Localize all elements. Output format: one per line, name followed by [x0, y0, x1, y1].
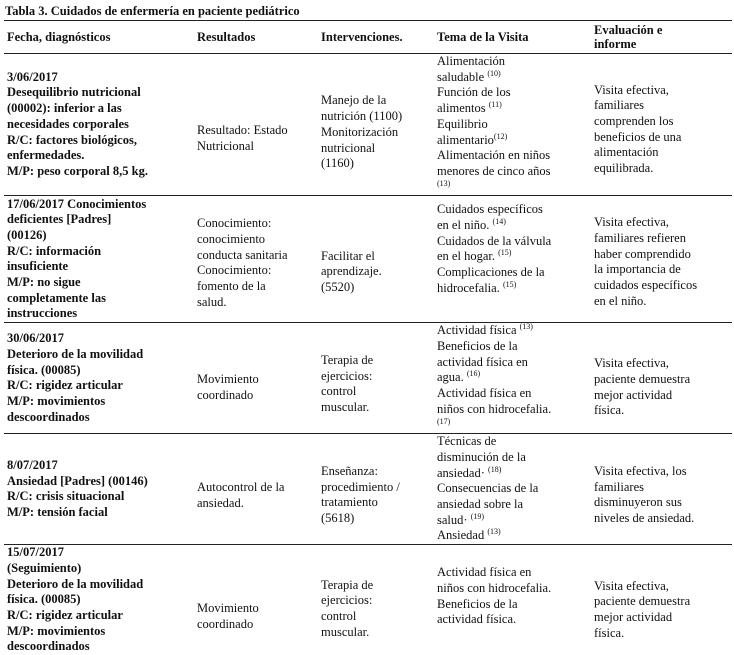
diagnostico-line: Deterioro de la movilidad	[7, 347, 191, 363]
diagnostico-line: 17/06/2017 Conocimientos	[7, 197, 191, 213]
tema-text: en el hogar.	[437, 249, 498, 263]
evaluacion-line: equilibrada.	[594, 161, 729, 177]
intervencion-line: Facilitar el	[321, 249, 431, 265]
tema-text: niños con hidrocefalia.	[437, 581, 551, 595]
reference-superscript: (13)	[437, 179, 450, 188]
cell-resultados	[194, 434, 318, 545]
table-header-row	[4, 21, 732, 54]
tema-line	[437, 101, 588, 117]
tema-text: saludable	[437, 70, 487, 84]
diagnostico-line: (Seguimiento)	[7, 561, 191, 577]
diagnostico-line: física. (00085)	[7, 592, 191, 608]
reference-superscript: (15)	[498, 248, 511, 257]
evaluacion-line: mejor actividad	[594, 388, 729, 404]
reference-superscript: (11)	[489, 100, 502, 109]
table-row	[4, 323, 732, 434]
diagnostico-line: instrucciones	[7, 306, 191, 322]
tema-line	[437, 85, 588, 101]
resultado-line: ansiedad.	[197, 496, 315, 512]
reference-superscript: (19)	[471, 512, 484, 521]
resultado-line: Movimiento	[197, 372, 315, 388]
tema-line	[437, 265, 588, 281]
diagnostico-line: Deterioro de la movilidad	[7, 577, 191, 593]
diagnostico-line: M/P: tensión facial	[7, 505, 191, 521]
tema-line	[437, 180, 588, 196]
header-resultados: Resultados	[194, 21, 318, 54]
tema-text: Beneficios de la	[437, 339, 518, 353]
tema-text: Cuidados específicos	[437, 202, 543, 216]
tema-line	[437, 54, 588, 70]
header-evaluacion-line-1: Evaluación e	[594, 23, 729, 38]
cell-evaluacion	[591, 323, 732, 434]
tema-text: Equilibrio	[437, 117, 488, 131]
tema-line	[437, 164, 588, 180]
cell-tema-visita	[434, 434, 591, 545]
diagnostico-line: M/P: no sigue	[7, 275, 191, 291]
intervencion-line: control	[321, 609, 431, 625]
header-fecha: Fecha, diagnósticos	[4, 21, 194, 54]
diagnostico-line: descoordinados	[7, 639, 191, 655]
tema-text: ansiedad sobre la	[437, 497, 523, 511]
evaluacion-line: niveles de ansiedad.	[594, 511, 729, 527]
table-row	[4, 196, 732, 323]
table-row	[4, 54, 732, 196]
header-evaluacion-line-2: informe	[594, 37, 729, 52]
resultado-line: coordinado	[197, 617, 315, 633]
reference-superscript: (12)	[494, 132, 507, 141]
tema-line	[437, 402, 588, 418]
tema-line	[437, 370, 588, 386]
cell-tema-visita	[434, 323, 591, 434]
tema-line	[437, 481, 588, 497]
tema-text: Consecuencias de la	[437, 481, 538, 495]
tema-line	[437, 355, 588, 371]
tema-line	[437, 386, 588, 402]
tema-text: Técnicas de	[437, 434, 496, 448]
tema-line	[437, 133, 588, 149]
evaluacion-line: paciente demuestra	[594, 372, 729, 388]
tema-text: Alimentación	[437, 54, 505, 68]
diagnostico-line: física. (00085)	[7, 363, 191, 379]
diagnostico-line: R/C: rigidez articular	[7, 378, 191, 394]
tema-text: alimentos	[437, 101, 489, 115]
diagnostico-line: insuficiente	[7, 259, 191, 275]
cell-tema-visita	[434, 545, 591, 655]
table-row	[4, 545, 732, 655]
cell-fecha-diagnostico	[4, 434, 194, 545]
tema-line	[437, 581, 588, 597]
cell-resultados	[194, 54, 318, 196]
resultado-line: Resultado: Estado	[197, 123, 315, 139]
evaluacion-line: disminuyeron sus	[594, 495, 729, 511]
diagnostico-line: R/C: factores biológicos,	[7, 133, 191, 149]
cell-intervenciones	[318, 196, 434, 323]
cell-fecha-diagnostico	[4, 54, 194, 196]
reference-superscript: (15)	[503, 280, 516, 289]
nursing-care-table	[4, 20, 732, 655]
tema-line	[437, 70, 588, 86]
evaluacion-line: cuidados específicos	[594, 278, 729, 294]
cell-fecha-diagnostico	[4, 545, 194, 655]
intervencion-line: Enseñanza:	[321, 464, 431, 480]
tema-text: menores de cinco años	[437, 164, 551, 178]
reference-superscript: (18)	[488, 465, 501, 474]
cell-evaluacion	[591, 545, 732, 655]
tema-text: Complicaciones de la	[437, 265, 545, 279]
tema-line	[437, 450, 588, 466]
tema-text: niños con hidrocefalia.	[437, 402, 551, 416]
diagnostico-line: R/C: información	[7, 244, 191, 260]
intervencion-line: Manejo de la	[321, 93, 431, 109]
tema-line	[437, 466, 588, 482]
diagnostico-line: Ansiedad [Padres] (00146)	[7, 474, 191, 490]
resultado-line: conducta sanitaria	[197, 248, 315, 264]
diagnostico-line: 3/06/2017	[7, 70, 191, 86]
reference-superscript: (17)	[437, 417, 450, 426]
tema-text: hidrocefalia.	[437, 281, 503, 295]
diagnostico-line: descoordinados	[7, 410, 191, 426]
evaluacion-line: Visita efectiva,	[594, 83, 729, 99]
evaluacion-line: comprenden los	[594, 114, 729, 130]
tema-text: disminución de la	[437, 450, 526, 464]
resultado-line: fomento de la	[197, 279, 315, 295]
reference-superscript: (13)	[487, 527, 500, 536]
diagnostico-line: M/P: movimientos	[7, 624, 191, 640]
tema-line	[437, 218, 588, 234]
cell-tema-visita	[434, 54, 591, 196]
intervencion-line: muscular.	[321, 400, 431, 416]
header-evaluacion	[591, 21, 732, 54]
tema-text: Alimentación en niños	[437, 148, 550, 162]
tema-text: Cuidados de la válvula	[437, 234, 551, 248]
resultado-line: Nutricional	[197, 139, 315, 155]
tema-text: en el niño.	[437, 218, 493, 232]
reference-superscript: (16)	[467, 369, 480, 378]
tema-text: actividad física en	[437, 355, 528, 369]
tema-text: actividad física.	[437, 612, 516, 626]
tema-line	[437, 597, 588, 613]
tema-line	[437, 148, 588, 164]
evaluacion-line: beneficios de una	[594, 130, 729, 146]
intervencion-line: Terapia de	[321, 578, 431, 594]
diagnostico-line: 8/07/2017	[7, 458, 191, 474]
reference-superscript: (14)	[493, 217, 506, 226]
resultado-line: Conocimiento:	[197, 263, 315, 279]
table-caption: Tabla 3. Cuidados de enfermería en paciente pediátrico	[5, 4, 300, 19]
intervencion-line: nutricional	[321, 141, 431, 157]
cell-tema-visita	[434, 196, 591, 323]
resultado-line: Conocimiento:	[197, 216, 315, 232]
tema-line	[437, 202, 588, 218]
reference-superscript: (10)	[487, 69, 500, 78]
resultado-line: Autocontrol de la	[197, 480, 315, 496]
tema-text: ansiedad·	[437, 466, 488, 480]
diagnostico-line: R/C: crisis situacional	[7, 489, 191, 505]
tema-line	[437, 528, 588, 544]
tema-line	[437, 323, 588, 339]
cell-resultados	[194, 323, 318, 434]
tema-text: alimentario	[437, 133, 494, 147]
cell-evaluacion	[591, 196, 732, 323]
evaluacion-line: física.	[594, 403, 729, 419]
intervencion-line: procedimiento /	[321, 480, 431, 496]
diagnostico-line: R/C: rigidez articular	[7, 608, 191, 624]
reference-superscript: (13)	[520, 322, 533, 331]
intervencion-line: Terapia de	[321, 353, 431, 369]
evaluacion-line: Visita efectiva,	[594, 215, 729, 231]
evaluacion-line: paciente demuestra	[594, 594, 729, 610]
intervencion-line: Monitorización	[321, 125, 431, 141]
tema-text: Función de los	[437, 85, 511, 99]
diagnostico-line: M/P: movimientos	[7, 394, 191, 410]
intervencion-line: tratamiento	[321, 495, 431, 511]
tema-line	[437, 434, 588, 450]
intervencion-line: ejercicios:	[321, 593, 431, 609]
tema-text: Actividad física en	[437, 386, 531, 400]
resultado-line: coordinado	[197, 388, 315, 404]
tema-text: agua.	[437, 370, 467, 384]
diagnostico-line: necesidades corporales	[7, 117, 191, 133]
header-tema: Tema de la Visita	[434, 21, 591, 54]
intervencion-line: control	[321, 384, 431, 400]
evaluacion-line: física.	[594, 626, 729, 642]
cell-evaluacion	[591, 54, 732, 196]
evaluacion-line: familiares	[594, 98, 729, 114]
evaluacion-line: Visita efectiva, los	[594, 464, 729, 480]
diagnostico-line: 30/06/2017	[7, 331, 191, 347]
diagnostico-line: 15/07/2017	[7, 545, 191, 561]
evaluacion-line: Visita efectiva,	[594, 356, 729, 372]
evaluacion-line: alimentación	[594, 145, 729, 161]
tema-line	[437, 339, 588, 355]
evaluacion-line: Visita efectiva,	[594, 579, 729, 595]
tema-line	[437, 513, 588, 529]
diagnostico-line: M/P: peso corporal 8,5 kg.	[7, 164, 191, 180]
tema-text: salud·	[437, 513, 471, 527]
cell-intervenciones	[318, 323, 434, 434]
diagnostico-line: enfermedades.	[7, 148, 191, 164]
diagnostico-line: (00126)	[7, 228, 191, 244]
cell-intervenciones	[318, 434, 434, 545]
cell-evaluacion	[591, 434, 732, 545]
tema-text: Ansiedad	[437, 528, 487, 542]
resultado-line: Movimiento	[197, 601, 315, 617]
diagnostico-line: completamente las	[7, 291, 191, 307]
diagnostico-line: (00002): inferior a las	[7, 101, 191, 117]
tema-line	[437, 418, 588, 434]
cell-intervenciones	[318, 54, 434, 196]
cell-resultados	[194, 545, 318, 655]
tema-line	[437, 249, 588, 265]
table-row	[4, 434, 732, 545]
intervencion-line: muscular.	[321, 625, 431, 641]
intervencion-line: aprendizaje.	[321, 264, 431, 280]
resultado-line: conocimiento	[197, 232, 315, 248]
tema-text: Beneficios de la	[437, 597, 518, 611]
tema-text: Actividad física en	[437, 565, 531, 579]
cell-intervenciones	[318, 545, 434, 655]
diagnostico-line: deficientes [Padres]	[7, 212, 191, 228]
evaluacion-line: familiares refieren	[594, 231, 729, 247]
tema-line	[437, 117, 588, 133]
tema-line	[437, 565, 588, 581]
intervencion-line: (5618)	[321, 511, 431, 527]
cell-resultados	[194, 196, 318, 323]
evaluacion-line: en el niño.	[594, 294, 729, 310]
cell-fecha-diagnostico	[4, 323, 194, 434]
evaluacion-line: haber comprendido	[594, 247, 729, 263]
intervencion-line: (5520)	[321, 280, 431, 296]
intervencion-line: (1160)	[321, 156, 431, 172]
resultado-line: salud.	[197, 295, 315, 311]
tema-line	[437, 497, 588, 513]
tema-line	[437, 612, 588, 628]
header-intervenciones: Intervenciones.	[318, 21, 434, 54]
table-body	[4, 54, 732, 655]
evaluacion-line: mejor actividad	[594, 610, 729, 626]
evaluacion-line: familiares	[594, 480, 729, 496]
tema-text: Actividad física	[437, 323, 520, 337]
cell-fecha-diagnostico	[4, 196, 194, 323]
tema-line	[437, 281, 588, 297]
tema-line	[437, 234, 588, 250]
intervencion-line: ejercicios:	[321, 369, 431, 385]
intervencion-line: nutrición (1100)	[321, 109, 431, 125]
evaluacion-line: la importancia de	[594, 262, 729, 278]
diagnostico-line: Desequilibrio nutricional	[7, 85, 191, 101]
